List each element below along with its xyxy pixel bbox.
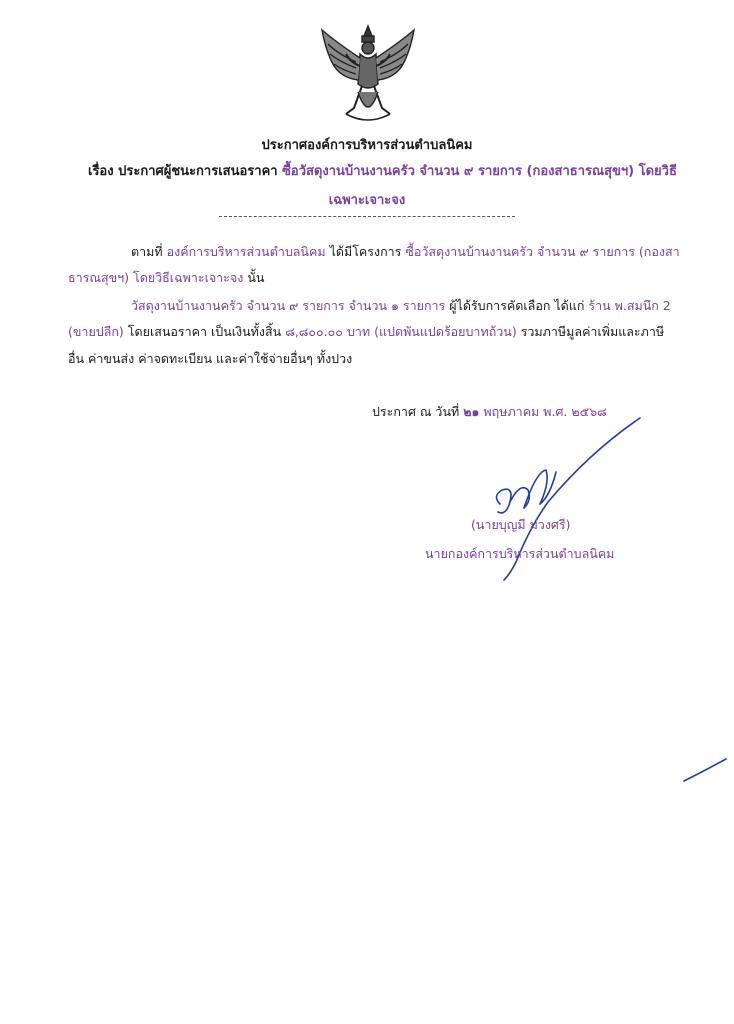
para2-vendor: ร้าน พ.สมนึก 2 [588,298,671,313]
date-month-year: พฤษภาคม พ.ศ. ๒๕๖๘ [483,404,607,419]
subject-project: ซื้อวัสดุงานบ้านงานครัว จำนวน ๙ รายการ (กองสาธารณสุขฯ) โดยวิธี [282,164,677,179]
para1-end: นั้น [247,270,265,285]
title-org: ประกาศองค์การบริหารส่วนตำบลนิคม [261,138,473,153]
para2-tail: รวมภาษีมูลค่าเพิ่มและภาษี [520,324,665,339]
para2-selected: ผู้ได้รับการคัดเลือก ได้แก่ [449,298,585,313]
date-day: ๒๑ [463,404,480,419]
para2-amount: ๘,๘๐๐.๐๐ บาท [285,324,371,339]
garuda-emblem-icon [316,22,420,132]
paragraph-2-line-2 [68,322,664,342]
para1-project: ซื้อวัสดุงานบ้านงานครัว จำนวน ๙ รายการ (กองสา [405,244,680,259]
para2-price-lead: โดยเสนอราคา เป็นเงินทั้งสิ้น [127,324,282,339]
paragraph-1-line-2 [68,268,264,288]
para1-project-cont: ธารณสุขฯ) โดยวิธีเฉพาะเจาะจง [68,270,244,285]
divider-line [219,216,515,217]
paragraph-2-line-1 [131,296,671,316]
announcement-title [0,134,734,155]
signatory-position: นายกองค์การบริหารส่วนตำบลนิคม [425,546,615,561]
stray-pen-mark [680,755,730,785]
para2-amount-words: (แปดพันแปดร้อยบาทถ้วน) [374,324,517,339]
subject-method: เฉพาะเจาะจง [328,193,406,208]
para1-lead: ตามที่ [131,244,163,259]
subject-prefix: เรื่อง ประกาศผู้ชนะการเสนอราคา [88,164,278,179]
paragraph-2-line-3: อื่น ค่าขนส่ง ค่าจดทะเบียน และค่าใช้จ่ายอื่นๆ ทั้งปวง [68,351,353,366]
paragraph-1-line-1 [131,242,680,262]
announcement-subject [88,160,677,181]
date-prefix: ประกาศ ณ วันที่ [372,404,460,419]
signatory-name: (นายบุญมี ม่วงศรี) [471,517,571,532]
para1-org: องค์การบริหารส่วนตำบลนิคม [166,244,326,259]
para1-mid: ได้มีโครงการ [329,244,402,259]
para2-vendor-type: (ขายปลีก) [68,324,124,339]
para2-item: วัสดุงานบ้านงานครัว จำนวน ๙ รายการ จำนวน ๑ รายการ [131,298,446,313]
